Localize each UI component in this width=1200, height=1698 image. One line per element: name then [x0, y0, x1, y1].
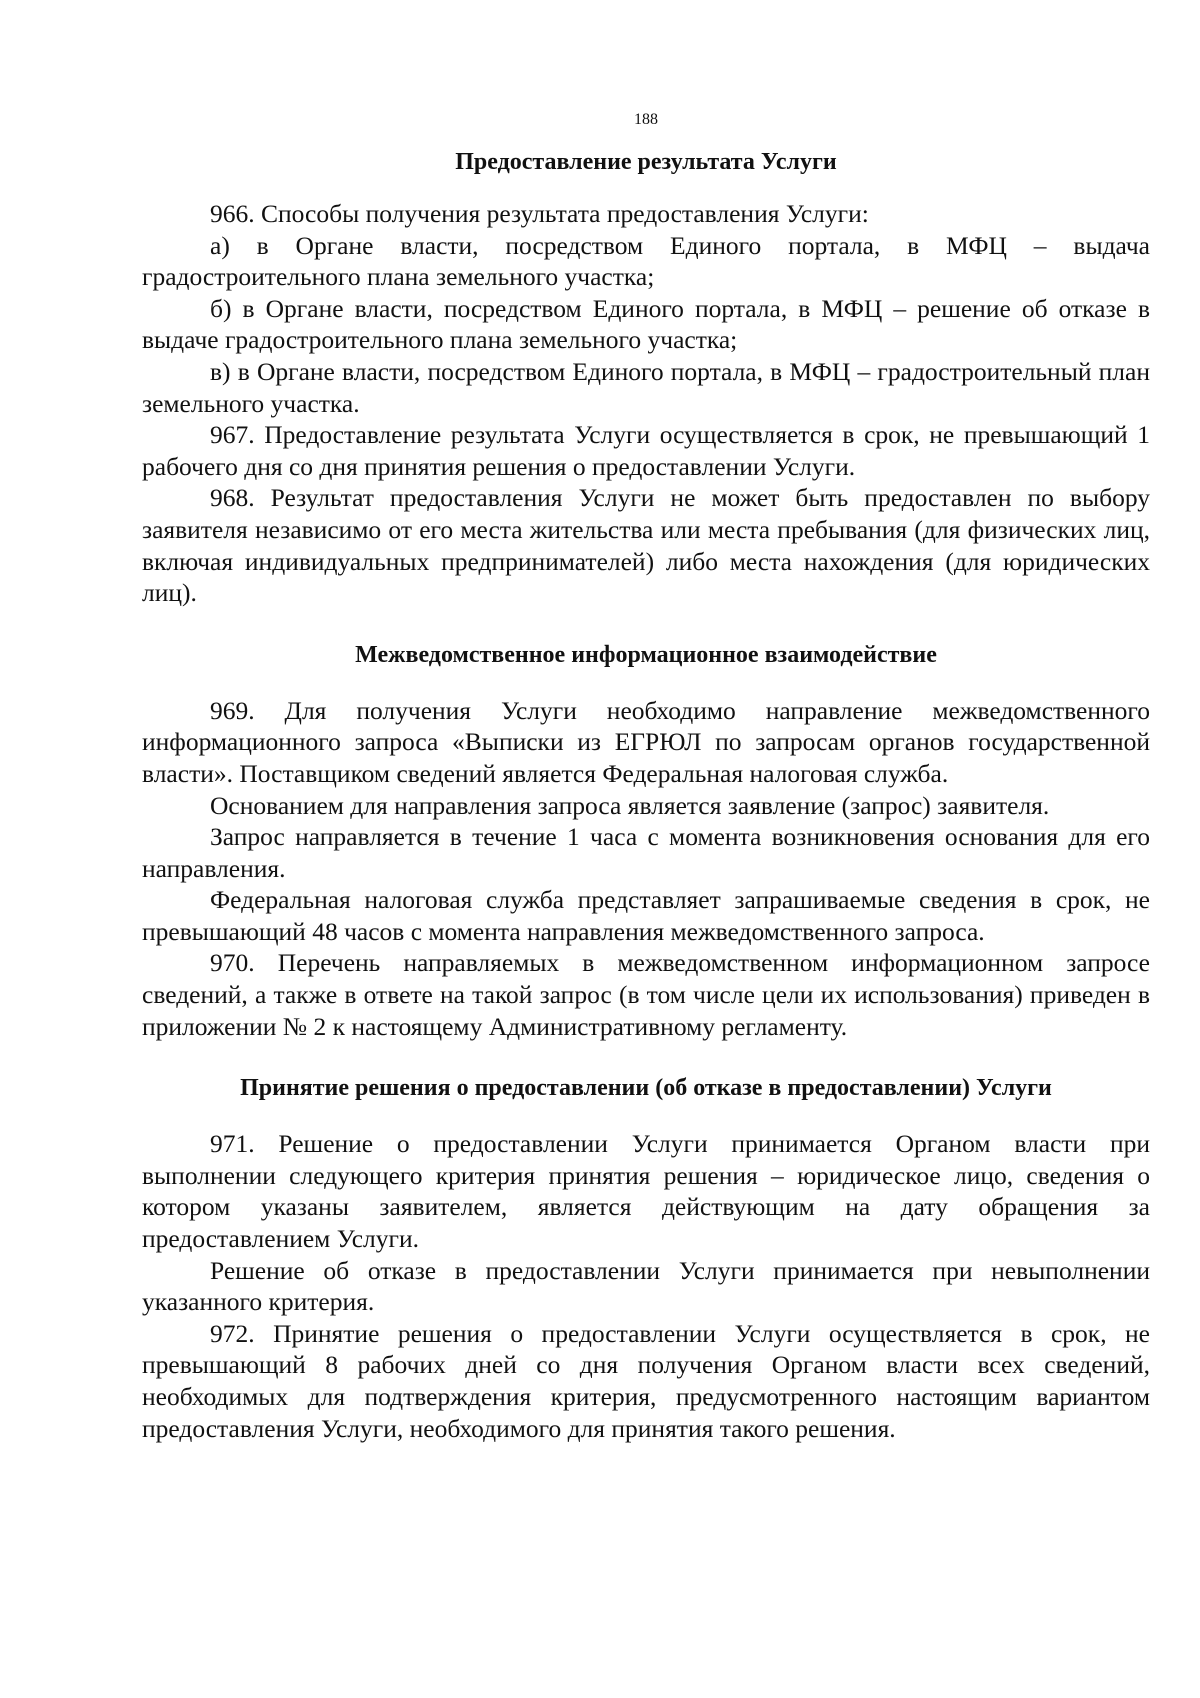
paragraph-967: 967. Предоставление результата Услуги осуществляется в срок, не превышающий 1 рабочего дня со дня принятия решения о предоставлении Услуги.	[142, 420, 1150, 481]
paragraph-refusal-decision: Решение об отказе в предоставлении Услуги принимается при невыполнении указанного критерия.	[142, 1255, 1150, 1317]
paragraph-966-v: в) в Органе власти, посредством Единого портала, в МФЦ – градостроительный план земельного участка.	[142, 356, 1150, 418]
paragraph-966-b: б) в Органе власти, посредством Единого портала, в МФЦ – решение об отказе в выдаче градостроительного плана земельного участка;	[142, 293, 1150, 355]
section-heading-decision: Принятие решения о предоставлении (об отказе в предоставлении) Услуги	[240, 1075, 1052, 1102]
paragraph-tax-service-response: Федеральная налоговая служба представляет запрашиваемые сведения в срок, не превышающий 48 часов с момента направления межведомственного запроса.	[142, 885, 1150, 946]
page-number: 188	[634, 111, 658, 128]
paragraph-request-timing: Запрос направляется в течение 1 часа с момента возникновения основания для его направления.	[142, 822, 1150, 883]
paragraph-972: 972. Принятие решения о предоставлении Услуги осуществляется в срок, не превышающий 8 рабочих дней со дня получения Органом власти всех сведений, необходимых для подтверждения критерия, предусмотренного настоящим вариантом предоставления Услуги, необходимого для принятия такого решения.	[142, 1318, 1150, 1443]
section-heading-interagency: Межведомственное информационное взаимодействие	[355, 641, 937, 668]
paragraph-971: 971. Решение о предоставлении Услуги принимается Органом власти при выполнении следующего критерия принятия решения – юридическое лицо, сведения о котором указаны заявителем, является действующим на дату обращения за предоставлением Услуги.	[142, 1129, 1150, 1254]
paragraph-request-basis: Основанием для направления запроса является заявление (запрос) заявителя.	[210, 790, 1050, 820]
document-page	[142, 108, 1150, 1444]
paragraph-970: 970. Перечень направляемых в межведомственном информационном запросе сведений, а также в ответе на такой запрос (в том числе цели их использования) приведен в приложении № 2 к настоящему Административному регламенту.	[142, 948, 1150, 1041]
paragraph-968: 968. Результат предоставления Услуги не может быть предоставлен по выбору заявителя независимо от его места жительства или места пребывания (для физических лиц, включая индивидуальных предпринимателей) либо места нахождения (для юридических лиц).	[142, 483, 1150, 608]
paragraph-969: 969. Для получения Услуги необходимо направление межведомственного информационного запроса «Выписки из ЕГРЮЛ по запросам органов государственной власти». Поставщиком сведений является Федеральная налоговая служба.	[142, 695, 1150, 788]
paragraph-966-a: а) в Органе власти, посредством Единого портала, в МФЦ – выдача градостроительного плана земельного участка;	[142, 230, 1150, 292]
paragraph-966: 966. Способы получения результата предоставления Услуги:	[210, 199, 869, 228]
section-heading-result-delivery: Предоставление результата Услуги	[455, 149, 837, 175]
